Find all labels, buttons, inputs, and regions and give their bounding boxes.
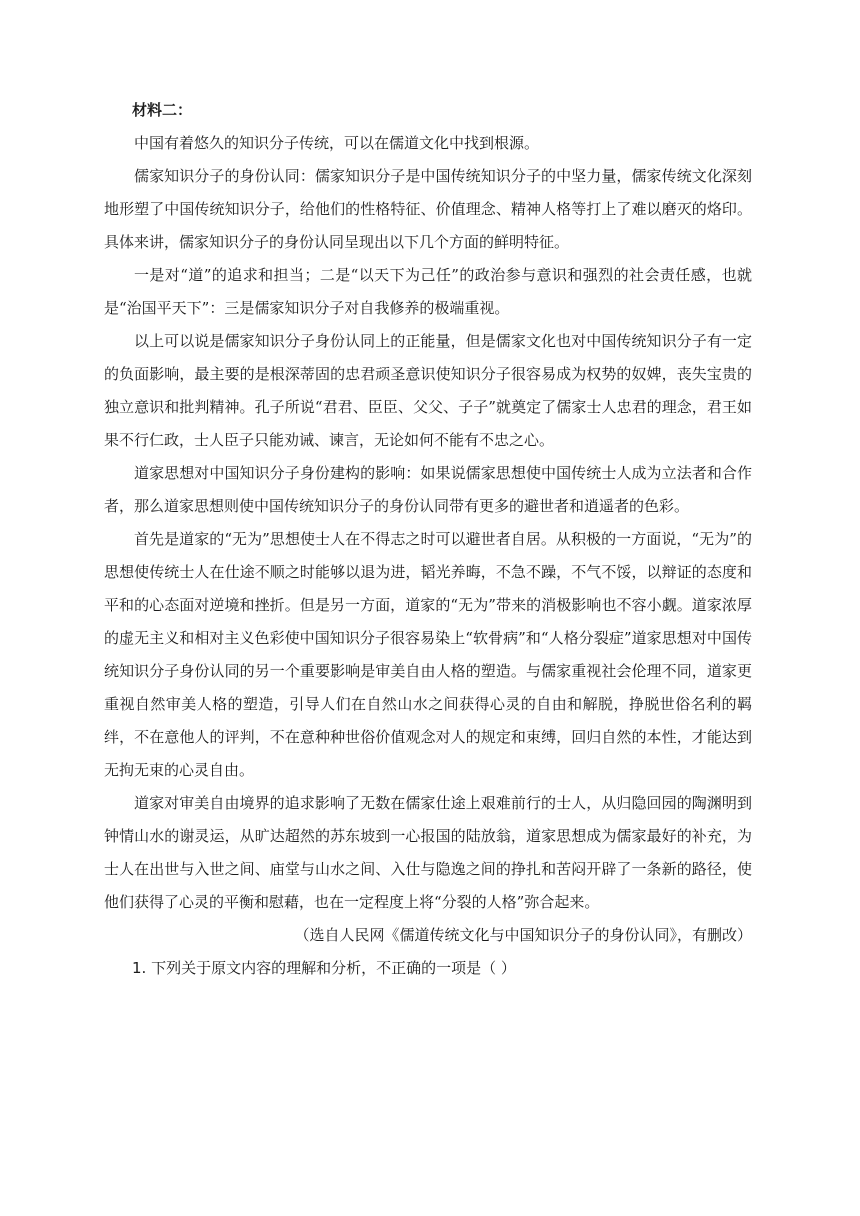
source-citation: （选自人民网《儒道传统文化与中国知识分子的身份认同》，有删改） bbox=[294, 926, 752, 944]
paragraph-2: 儒家知识分子的身份认同：儒家知识分子是中国传统知识分子的中坚力量，儒家传统文化深刻地形塑了中国传统知识分子，给他们的性格特征、价值理念、精神人格等打上了难以磨灭的烙印。具体来讲，儒家知识分子的身份认同呈现出以下几个方面的鲜明特征。 bbox=[104, 167, 752, 251]
paragraph-4: 以上可以说是儒家知识分子身份认同上的正能量，但是儒家文化也对中国传统知识分子有一定的负面影响，最主要的是根深蒂固的忠君顽圣意识使知识分子很容易成为权势的奴婢，丧失宝贵的独立意识和批判精神。孔子所说“君君、臣臣、父父、子子”就奠定了儒家士人忠君的理念，君王如果不行仁政，士人臣子只能劝诫、谏言，无论如何不能有不忠之心。 bbox=[104, 332, 752, 449]
paragraph-3: 一是对“道”的追求和担当；二是“以天下为己任”的政治参与意识和强烈的社会责任感，也就是“治国平天下”：三是儒家知识分子对自我修养的极端重视。 bbox=[104, 266, 752, 317]
question-1: 1. 下列关于原文内容的理解和分析，不正确的一项是（ ） bbox=[132, 959, 516, 977]
paragraph-1: 中国有着悠久的知识分子传统，可以在儒道文化中找到根源。 bbox=[134, 134, 540, 152]
paragraph-7: 道家对审美自由境界的追求影响了无数在儒家仕途上艰难前行的士人，从归隐回园的陶渊明到钟情山水的谢灵运，从旷达超然的苏东坡到一心报国的陆放翁，道家思想成为儒家最好的补充，为士人在出世与入世之间、庙堂与山水之间、入仕与隐逸之间的挣扎和苦闷开辟了一条新的路径，使他们获得了心灵的平衡和慰藉，也在一定程度上将“分裂的人格”弥合起来。 bbox=[104, 794, 752, 911]
document-body bbox=[104, 94, 752, 985]
section-heading: 材料二： bbox=[132, 101, 193, 119]
paragraph-6: 首先是道家的“无为”思想使士人在不得志之时可以避世者自居。从积极的一方面说，“无为”的思想使传统士人在仕途不顺之时能够以退为进，韬光养晦，不急不躁，不气不馁，以辩证的态度和平和的心态面对逆境和挫折。但是另一方面，道家的“无为”带来的消极影响也不容小觑。道家浓厚的虚无主义和相对主义色彩使中国知识分子很容易染上“软骨病”和“人格分裂症”道家思想对中国传统知识分子身份认同的另一个重要影响是审美自由人格的塑造。与儒家重视社会伦理不同，道家更重视自然审美人格的塑造，引导人们在自然山水之间获得心灵的自由和解脱，挣脱世俗名利的羁绊，不在意他人的评判，不在意种种世俗价值观念对人的规定和束缚，回归自然的本性，才能达到无拘无束的心灵自由。 bbox=[104, 530, 752, 779]
paragraph-5: 道家思想对中国知识分子身份建构的影响：如果说儒家思想使中国传统士人成为立法者和合作者，那么道家思想则使中国传统知识分子的身份认同带有更多的避世者和逍遥者的色彩。 bbox=[104, 464, 752, 515]
